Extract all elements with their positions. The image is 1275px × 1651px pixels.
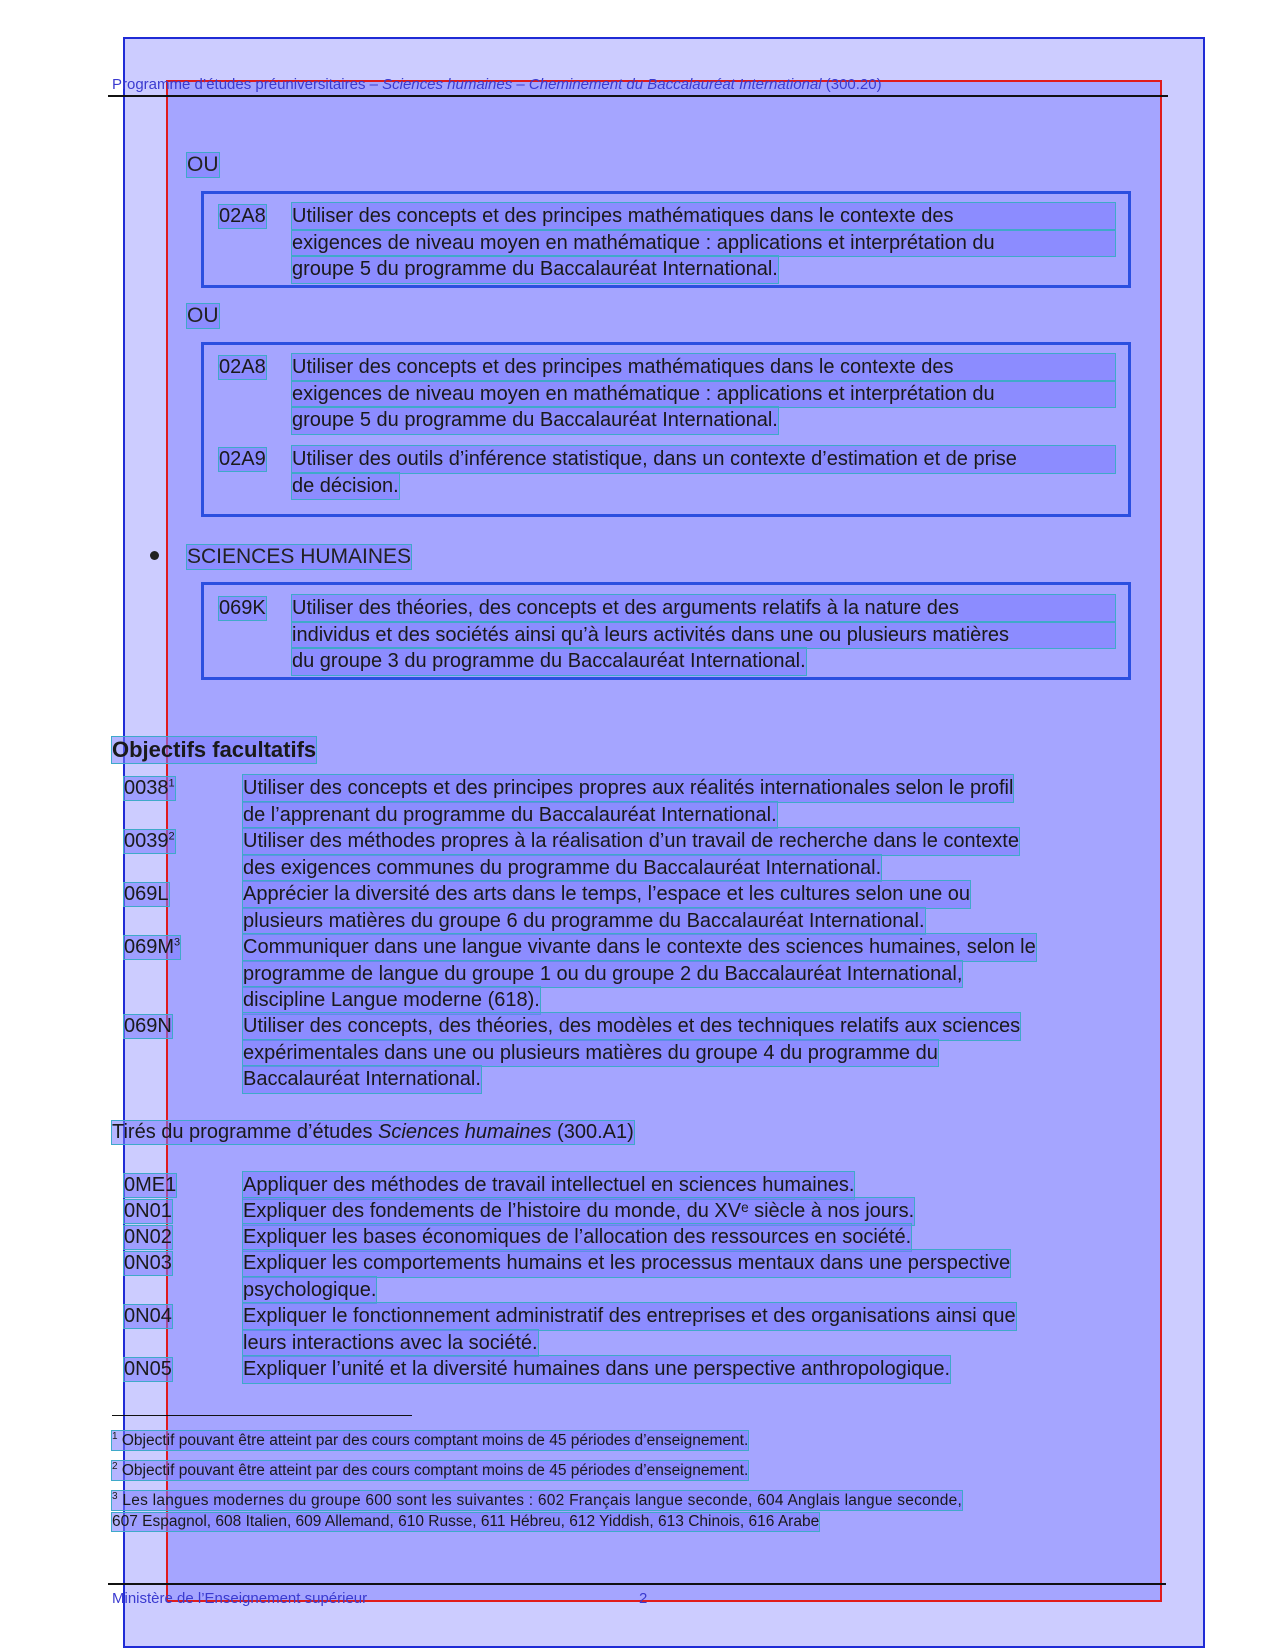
footnote-text: Objectif pouvant être atteint par des cours comptant moins de 45 périodes d’enseignement.	[121, 1432, 749, 1450]
objective-code: 0N02	[124, 1226, 172, 1248]
text-line: Utiliser des concepts et des principes propres aux réalités internationales selon le profil	[243, 775, 1013, 802]
footer-ministry: Ministère de l’Enseignement supérieur	[112, 1590, 368, 1607]
code-text: 0038	[124, 777, 169, 799]
text-line: individus et des sociétés ainsi qu’à leurs activités dans une ou plusieurs matières	[292, 622, 1115, 649]
text-line: Utiliser des concepts et des principes mathématiques dans le contexte des	[292, 203, 1115, 230]
text-line: de l’apprenant du programme du Baccalauréat International.	[243, 802, 777, 829]
text-line: Expliquer le fonctionnement administratif des entreprises et des organisations ainsi que	[243, 1303, 1016, 1330]
objective-code: 0N05	[124, 1358, 172, 1380]
text-line: groupe 5 du programme du Baccalauréat International.	[292, 407, 778, 434]
objective-code	[124, 777, 175, 800]
header-prefix: Programme d’études préuniversitaires –	[112, 76, 383, 93]
objective-text	[243, 1013, 1020, 1093]
bullet-icon	[150, 551, 159, 560]
objective-text	[292, 203, 1115, 283]
code-text: 069M	[124, 936, 175, 958]
text-line: des exigences communes du programme du Baccalauréat International.	[243, 855, 881, 882]
footnote	[112, 1491, 962, 1510]
text-line: expérimentales dans une ou plusieurs matières du groupe 4 du programme du	[243, 1040, 938, 1067]
text-line: Expliquer l’unité et la diversité humaines dans une perspective anthropologique.	[243, 1356, 950, 1383]
objective-text	[292, 595, 1115, 675]
objective-box	[201, 342, 1131, 517]
footnote	[112, 1513, 819, 1531]
text-line: Expliquer les comportements humains et les processus mentaux dans une perspective	[243, 1250, 1010, 1277]
objective-code	[124, 830, 175, 853]
text-line: Utiliser des concepts et des principes mathématiques dans le contexte des	[292, 354, 1115, 381]
objective-text	[243, 934, 1036, 1014]
objective-text	[243, 1303, 1016, 1356]
header-path: Cheminement du Baccalauréat International	[528, 76, 822, 93]
footnote-mark: 3	[112, 1491, 118, 1502]
footnote	[112, 1461, 748, 1480]
text-line: exigences de niveau moyen en mathématique : applications et interprétation du	[292, 230, 1115, 257]
objective-text	[243, 828, 1019, 881]
section-heading: SCIENCES HUMAINES	[187, 545, 412, 568]
text-line: Baccalauréat International.	[243, 1066, 481, 1093]
tires-prefix: Tirés du programme d’études	[112, 1121, 379, 1143]
code-text: 069L	[124, 883, 169, 905]
objective-box	[201, 582, 1131, 680]
header-rule	[108, 95, 1168, 97]
objective-code: 02A8	[219, 205, 266, 227]
text-line: groupe 5 du programme du Baccalauréat International.	[292, 256, 778, 283]
page-number: 2	[639, 1590, 648, 1607]
header-title: Sciences humaines	[382, 76, 513, 93]
text-line: de décision.	[292, 473, 399, 500]
connector-ou: OU	[187, 304, 219, 327]
objective-code	[124, 936, 180, 959]
text-line: Apprécier la diversité des arts dans le temps, l’espace et les cultures selon une ou	[243, 881, 970, 908]
objective-text	[243, 1356, 950, 1383]
objective-code: 0N03	[124, 1252, 172, 1274]
objective-text	[292, 446, 1115, 499]
text-line: plusieurs matières du groupe 6 du programme du Baccalauréat International.	[243, 908, 925, 935]
objective-text	[243, 775, 1013, 828]
code-text: 0039	[124, 830, 169, 852]
text-line: Appliquer des méthodes de travail intellectuel en sciences humaines.	[243, 1172, 854, 1199]
objective-text	[243, 1250, 1010, 1303]
text-line: leurs interactions avec la société.	[243, 1330, 538, 1357]
footnote-ref[interactable]: 2	[168, 830, 175, 843]
objective-text	[243, 881, 970, 934]
tires-suffix: (300.A1)	[551, 1121, 634, 1143]
text-line: discipline Langue moderne (618).	[243, 987, 540, 1014]
objective-code	[124, 883, 169, 906]
footnote-ref[interactable]: 1	[168, 777, 175, 790]
objective-code	[124, 1015, 172, 1038]
objective-code: 02A9	[219, 448, 266, 470]
header-middle: –	[512, 76, 529, 93]
text-line: Utiliser des concepts, des théories, des modèles et des techniques relatifs aux sciences	[243, 1013, 1020, 1040]
running-header	[112, 76, 882, 93]
text-line: psychologique.	[243, 1277, 376, 1304]
footer-rule	[108, 1583, 1166, 1585]
objective-code: 069K	[219, 597, 266, 619]
objective-box	[201, 191, 1131, 288]
text-line: Utiliser des méthodes propres à la réalisation d’un travail de recherche dans le contexte	[243, 828, 1019, 855]
objective-text	[243, 1224, 911, 1251]
footnote-ref[interactable]: 3	[174, 936, 181, 949]
header-code: (300.20)	[821, 76, 882, 93]
footnote-mark: 1	[112, 1431, 118, 1442]
objective-code: 0N01	[124, 1200, 172, 1222]
subsection-title	[112, 1121, 634, 1144]
footnote-text: 607 Espagnol, 608 Italien, 609 Allemand, 610 Russe, 611 Hébreu, 612 Yiddish, 613 Chinois, 616 Arabe	[112, 1513, 820, 1530]
objective-text	[292, 354, 1115, 434]
text-line: exigences de niveau moyen en mathématique : applications et interprétation du	[292, 381, 1115, 408]
text-line: Expliquer des fondements de l’histoire du monde, du XVᵉ siècle à nos jours.	[243, 1198, 914, 1225]
section-title: Objectifs facultatifs	[112, 737, 317, 762]
text-line: programme de langue du groupe 1 ou du groupe 2 du Baccalauréat International,	[243, 961, 962, 988]
code-text: 069N	[124, 1015, 172, 1037]
text-line: du groupe 3 du programme du Baccalauréat International.	[292, 648, 806, 675]
text-line: Utiliser des théories, des concepts et des arguments relatifs à la nature des	[292, 595, 1115, 622]
objective-text	[243, 1198, 914, 1225]
text-line: Expliquer les bases économiques de l’allocation des ressources en société.	[243, 1224, 911, 1251]
tires-italic: Sciences humaines	[378, 1121, 552, 1143]
footnote-rule	[112, 1415, 412, 1416]
objective-code: 0ME1	[124, 1174, 177, 1196]
objective-code: 02A8	[219, 356, 266, 378]
connector-ou: OU	[187, 153, 219, 176]
footnote	[112, 1431, 748, 1450]
footnote-text: Les langues modernes du groupe 600 sont les suivantes : 602 Français langue seconde, 604 Anglais langue seconde,	[122, 1492, 963, 1510]
footnote-text: Objectif pouvant être atteint par des cours comptant moins de 45 périodes d’enseignement.	[121, 1462, 749, 1480]
objective-code: 0N04	[124, 1305, 172, 1327]
text-line: Communiquer dans une langue vivante dans le contexte des sciences humaines, selon le	[243, 934, 1036, 961]
footnote-mark: 2	[112, 1461, 118, 1472]
objective-text	[243, 1172, 854, 1199]
text-line: Utiliser des outils d’inférence statistique, dans un contexte d’estimation et de prise	[292, 446, 1115, 473]
